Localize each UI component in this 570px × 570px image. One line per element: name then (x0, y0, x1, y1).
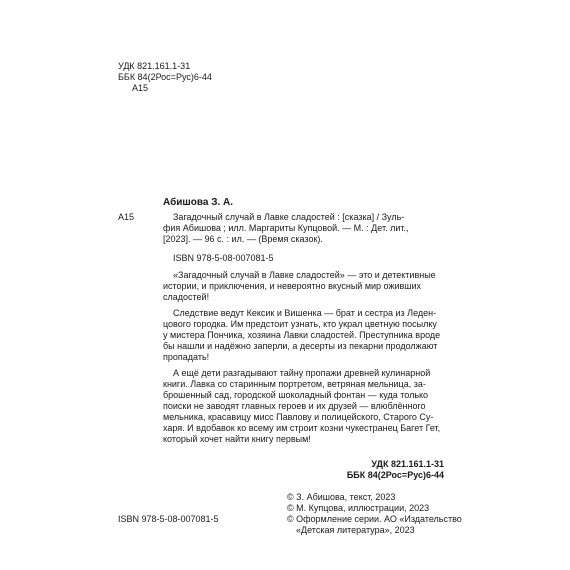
footer-isbn: ISBN 978-5-08-007081-5 (118, 514, 219, 524)
annotation-p3-l6: харя. И вдобавок ко всему им строит козни чукестранец Багет Гет, (163, 423, 441, 433)
annotation-p2-l1: Следствие ведут Кексик и Вишенка — брат и сестра из Леден- (173, 308, 437, 318)
copyright-line-4: «Детская литература», 2023 (296, 525, 415, 535)
bottom-bbk: ББК 84(2Рос=Рус)6-44 (346, 470, 444, 480)
catalog-isbn: ISBN 978-5-08-007081-5 (173, 253, 274, 263)
annotation-p2-l4: бы нашли и надёжно заперли, а десерты из пекарни продолжают (163, 341, 438, 351)
annotation-p3-l4: поиски не заводят главных героев и их друзей — влюблённого (163, 401, 426, 411)
annotation-p3-l1: А ещё дети разгадывают тайну пропажи древней кулинарной (173, 368, 431, 378)
annotation-p1-l1: «Загадочный случай в Лавке сладостей» — это и детективные (173, 270, 436, 280)
catalog-description-line-3: [2023]. — 96 с. : ил. — (Время сказок). (163, 234, 323, 244)
top-udk: УДК 821.161.1-31 (118, 61, 191, 71)
copyright-line-1: © З. Абишова, текст, 2023 (287, 492, 396, 502)
annotation-p2-l5: пропадать! (163, 352, 210, 362)
catalog-author: Абишова З. А. (163, 197, 234, 208)
annotation-p3-l7: который хочет найти книгу первым! (163, 434, 311, 444)
annotation-p3-l2: книги. Лавка со старинным портретом, ветряная мельница, за- (163, 379, 426, 389)
catalog-author-mark: А15 (118, 212, 135, 222)
top-author-mark: А15 (132, 83, 149, 93)
catalog-description-line-1: Загадочный случай в Лавке сладостей : [сказка] / Зуль- (173, 212, 405, 222)
bottom-udk: УДК 821.161.1-31 (371, 459, 444, 469)
annotation-p2-l2: цового городка. Им предстоит узнать, кто украл цветную посылку (163, 319, 437, 329)
annotation-p1-l2: истории, и приключения, и невероятно вкусный мир оживших (163, 281, 422, 291)
annotation-p3-l5: мельника, красавицу мисс Павлову и полицейского, Старого Су- (163, 412, 434, 422)
top-bbk: ББК 84(2Рос=Рус)6-44 (118, 72, 212, 82)
copyright-line-2: © М. Купцова, иллюстрации, 2023 (287, 503, 430, 513)
annotation-p2-l3: у мистера Пончика, хозяина Лавки сладостей. Преступника вроде (163, 330, 441, 340)
annotation-p3-l3: брошенный сад, городской шоколадный фонтан — куда только (163, 390, 429, 400)
copyright-line-3: © Оформление серии. АО «Издательство (287, 514, 462, 524)
catalog-description-line-2: фия Абишова ; илл. Маргариты Купцовой. — М. : Дет. лит., (163, 223, 409, 233)
annotation-p1-l3: сладостей! (163, 292, 210, 302)
